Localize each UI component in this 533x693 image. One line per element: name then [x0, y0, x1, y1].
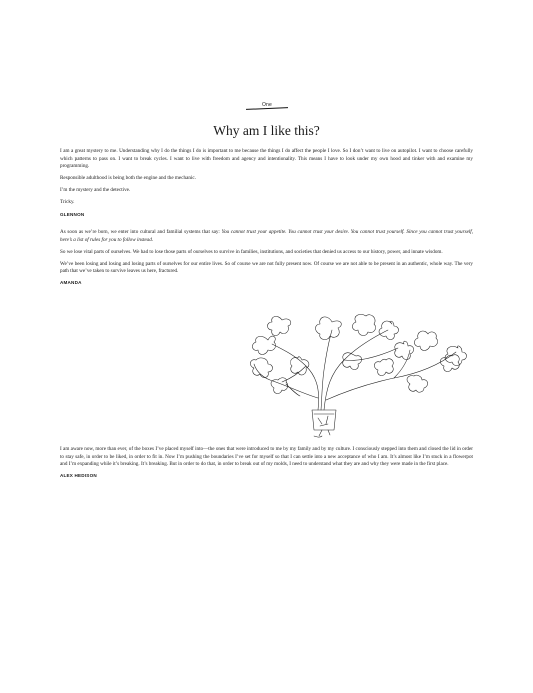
paragraph: We’ve been losing and losing and losing parts of ourselves for our entire lives. So of course we are not fully present now. Of course we are not able to be present in an authentic, whole way. The very path that we’ve taken to survive leaves us here, fractured. — [60, 260, 473, 275]
author-signature: ALEX HEDISON — [60, 473, 97, 479]
paragraph: So we lose vital parts of ourselves. We had to lose those parts of ourselves to survive in families, institutions, and societies that denied us access to our history, power, and innate wisdom. — [60, 248, 443, 255]
section-glennon — [60, 148, 473, 218]
chapter-title: Why am I like this? — [213, 123, 320, 138]
paragraph: I’m the mystery and the detective. — [60, 187, 131, 194]
paragraph: Responsible adulthood is being both the engine and the mechanic. — [60, 175, 196, 182]
potted-fig-tree-illustration — [248, 300, 476, 442]
paragraph: Tricky. — [60, 199, 75, 206]
paragraph: I am a great mystery to me. Understanding why I do the things I do is important to me because the things I do affect the people I love. So I don’t want to live on autopilot. I want to choose carefully which patterns to pass on. I want to break cycles. I want to live with freedom and agency and intentionality. This means I have to look under my own hood and tinker with and examine my programming. — [60, 148, 473, 170]
paragraph — [60, 229, 473, 244]
section-amanda — [60, 229, 473, 286]
chapter-label: One — [261, 102, 273, 108]
section-alex-hedison — [60, 446, 473, 479]
paragraph-lead-text: As soon as we’re born, we enter into cultural and familial systems that say: — [60, 229, 222, 235]
paragraph: I am aware now, more than ever, of the boxes I’ve placed myself into—the ones that were introduced to me by my family and by my culture. I consciously stepped into them and closed the lid in order to stay safe, in order to be liked, in order to fit in. Now I’m pushing the boundaries I’ve set for myself so that I can settle into a new acceptance of who I am. It’s almost like I’m stuck in a flowerpot and I’m expanding while it’s breaking. It’s breaking. But in order to do that, in order to break out of my molds, I need to understand what they are and why they were made in the first place. — [60, 446, 473, 468]
author-signature: GLENNON — [60, 211, 85, 217]
author-signature: AMANDA — [60, 280, 82, 286]
paragraph-italic-text: You cannot trust your appetite. You cannot trust your desire. You cannot trust yourself. Since you cannot trust yourself, here’s a list of rules for you to follow instead. — [60, 229, 473, 243]
